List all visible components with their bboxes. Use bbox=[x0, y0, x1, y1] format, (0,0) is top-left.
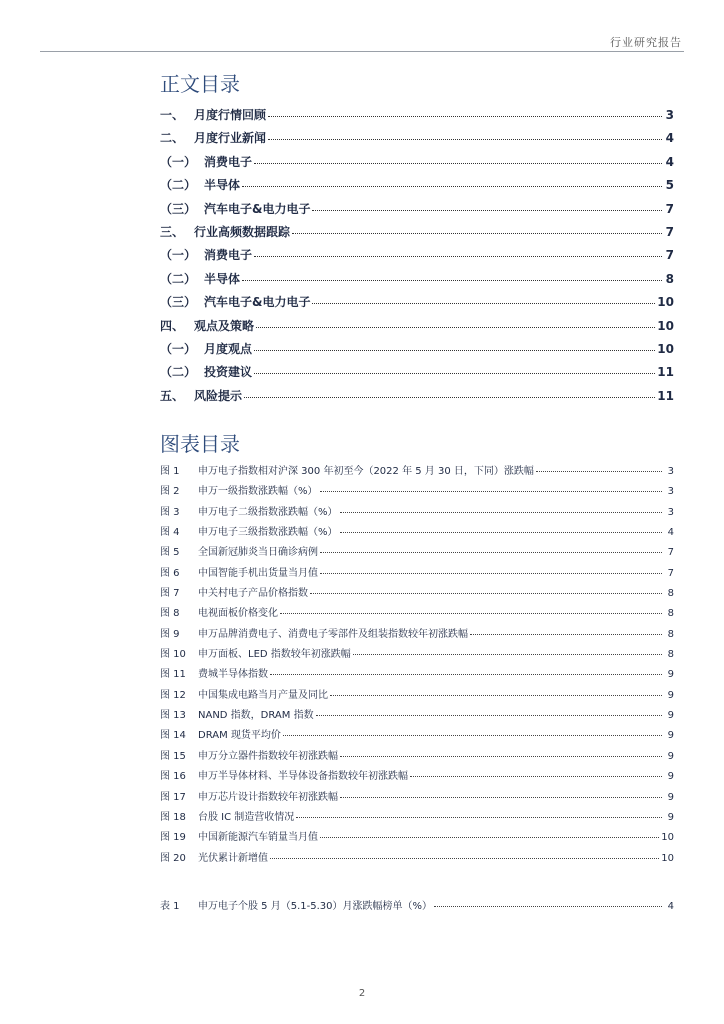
table-page: 4 bbox=[667, 901, 674, 912]
toc-entry[interactable] bbox=[160, 153, 674, 176]
toc-number: 一、 bbox=[160, 108, 185, 122]
figure-label: 电视面板价格变化 bbox=[198, 608, 278, 620]
figure-number: 图 7 bbox=[160, 588, 180, 600]
figure-entry[interactable] bbox=[160, 584, 674, 604]
dot-leader bbox=[254, 373, 655, 374]
figure-number: 图 19 bbox=[160, 832, 186, 844]
toc-entry[interactable] bbox=[160, 340, 674, 363]
toc-label: 观点及策略 bbox=[194, 318, 255, 333]
dot-leader bbox=[353, 654, 662, 655]
table-number: 表 1 bbox=[160, 901, 180, 912]
toc-label: 风险提示 bbox=[194, 388, 243, 403]
dot-leader bbox=[330, 695, 662, 696]
figure-number: 图 15 bbox=[160, 750, 186, 762]
toc-label: 月度行业新闻 bbox=[194, 131, 267, 146]
toc-number: 三、 bbox=[160, 224, 185, 239]
toc-page: 7 bbox=[665, 224, 674, 239]
figure-entry[interactable] bbox=[160, 523, 674, 543]
figure-label: 中国集成电路当月产量及同比 bbox=[198, 689, 328, 701]
figure-entry[interactable] bbox=[160, 706, 674, 726]
toc-label: 半导体 bbox=[204, 271, 241, 286]
toc-page: 3 bbox=[665, 108, 674, 122]
figure-entry[interactable] bbox=[160, 849, 674, 869]
figure-label: 中国新能源汽车销量当月值 bbox=[198, 832, 318, 844]
figure-page: 10 bbox=[661, 852, 674, 864]
toc-entry[interactable] bbox=[160, 106, 674, 129]
figure-number: 图 17 bbox=[160, 791, 186, 803]
toc-label: 月度行情回顾 bbox=[194, 108, 267, 122]
toc-number: （一） bbox=[160, 341, 197, 356]
figure-entry[interactable] bbox=[160, 808, 674, 828]
figure-entry[interactable] bbox=[160, 625, 674, 645]
toc-number: 四、 bbox=[160, 318, 185, 333]
report-type-header: 行业研究报告 bbox=[610, 36, 682, 49]
toc-list bbox=[160, 106, 674, 410]
figure-page: 9 bbox=[667, 730, 674, 742]
figure-number: 图 3 bbox=[160, 506, 180, 518]
figures-list bbox=[160, 462, 674, 869]
figure-label: 全国新冠肺炎当日确诊病例 bbox=[198, 547, 318, 559]
figure-entry[interactable] bbox=[160, 767, 674, 787]
figure-page: 8 bbox=[667, 628, 674, 640]
figure-number: 图 5 bbox=[160, 547, 180, 559]
toc-label: 消费电子 bbox=[204, 154, 253, 169]
toc-entry[interactable] bbox=[160, 293, 674, 316]
toc-number: 五、 bbox=[160, 388, 185, 403]
dot-leader bbox=[320, 491, 662, 492]
figure-page: 4 bbox=[667, 527, 674, 539]
dot-leader bbox=[242, 280, 662, 281]
dot-leader bbox=[340, 756, 662, 757]
toc-number: （一） bbox=[160, 154, 197, 169]
toc-entry[interactable] bbox=[160, 363, 674, 386]
figure-page: 9 bbox=[667, 771, 674, 783]
toc-number: （一） bbox=[160, 248, 197, 263]
dot-leader bbox=[283, 735, 662, 736]
figure-label: 申万分立器件指数较年初涨跌幅 bbox=[198, 750, 338, 762]
figure-page: 9 bbox=[667, 669, 674, 681]
dot-leader bbox=[244, 397, 655, 398]
header-divider bbox=[40, 51, 684, 52]
dot-leader bbox=[320, 837, 659, 838]
figure-page: 3 bbox=[667, 506, 674, 518]
dot-leader bbox=[268, 139, 662, 140]
dot-leader bbox=[340, 512, 662, 513]
toc-page: 10 bbox=[657, 318, 674, 333]
figure-number: 图 8 bbox=[160, 608, 180, 620]
toc-entry[interactable] bbox=[160, 200, 674, 223]
figure-label: 申万电子指数相对沪深 300 年初至今（2022 年 5 月 30 日，下同）涨跌幅 bbox=[198, 466, 534, 477]
figure-label: 光伏累计新增值 bbox=[198, 852, 268, 864]
figure-number: 图 12 bbox=[160, 689, 186, 701]
toc-label: 行业高频数据跟踪 bbox=[194, 224, 291, 239]
figure-page: 7 bbox=[667, 547, 674, 559]
dot-leader bbox=[268, 116, 662, 117]
figure-page: 3 bbox=[667, 486, 674, 498]
dot-leader bbox=[254, 256, 662, 257]
figure-number: 图 14 bbox=[160, 730, 186, 742]
figure-entry[interactable] bbox=[160, 564, 674, 584]
table-entry[interactable] bbox=[160, 897, 674, 917]
table-label: 申万电子个股 5 月（5.1-5.30）月涨跌幅榜单（%） bbox=[198, 901, 432, 912]
dot-leader bbox=[312, 303, 655, 304]
figure-page: 9 bbox=[667, 710, 674, 722]
dot-leader bbox=[312, 210, 662, 211]
figure-entry[interactable] bbox=[160, 503, 674, 523]
dot-leader bbox=[320, 573, 662, 574]
toc-entry[interactable] bbox=[160, 129, 674, 152]
figure-entry[interactable] bbox=[160, 788, 674, 808]
figure-number: 图 2 bbox=[160, 486, 180, 498]
figure-label: 申万电子三级指数涨跌幅（%） bbox=[198, 527, 338, 539]
figure-number: 图 13 bbox=[160, 710, 186, 722]
figure-label: 中关村电子产品价格指数 bbox=[198, 588, 308, 600]
toc-entry[interactable] bbox=[160, 223, 674, 246]
figure-number: 图 18 bbox=[160, 811, 186, 823]
dot-leader bbox=[340, 797, 662, 798]
dot-leader bbox=[536, 471, 662, 472]
figure-page: 9 bbox=[667, 750, 674, 762]
dot-leader bbox=[320, 552, 662, 553]
toc-page: 11 bbox=[657, 388, 674, 403]
figure-label: 申万电子二级指数涨跌幅（%） bbox=[198, 506, 338, 518]
figure-entry[interactable] bbox=[160, 543, 674, 563]
dot-leader bbox=[470, 634, 662, 635]
dot-leader bbox=[296, 817, 662, 818]
dot-leader bbox=[310, 593, 662, 594]
toc-page: 10 bbox=[657, 295, 674, 310]
figure-entry[interactable] bbox=[160, 462, 674, 482]
figure-label: 中国智能手机出货量当月值 bbox=[198, 567, 318, 579]
figure-entry[interactable] bbox=[160, 604, 674, 624]
figure-number: 图 1 bbox=[160, 466, 180, 477]
dot-leader bbox=[292, 233, 662, 234]
figure-number: 图 10 bbox=[160, 649, 186, 661]
page-number: 2 bbox=[358, 988, 366, 999]
toc-entry[interactable] bbox=[160, 317, 674, 340]
toc-entry[interactable] bbox=[160, 270, 674, 293]
toc-number: （三） bbox=[160, 295, 197, 310]
figure-label: 申万芯片设计指数较年初涨跌幅 bbox=[198, 791, 338, 803]
dot-leader bbox=[410, 776, 662, 777]
figure-label: 申万面板、LED 指数较年初涨跌幅 bbox=[198, 649, 351, 661]
dot-leader bbox=[254, 350, 655, 351]
figure-page: 8 bbox=[667, 588, 674, 600]
toc-label: 消费电子 bbox=[204, 248, 253, 263]
tables-list bbox=[160, 897, 674, 917]
dot-leader bbox=[280, 613, 662, 614]
toc-page: 4 bbox=[665, 154, 674, 169]
figure-entry[interactable] bbox=[160, 726, 674, 746]
toc-label: 半导体 bbox=[204, 178, 241, 193]
figure-label: 申万半导体材料、半导体设备指数较年初涨跌幅 bbox=[198, 771, 408, 783]
figure-page: 10 bbox=[661, 832, 674, 844]
toc-label: 汽车电子&电力电子 bbox=[204, 201, 311, 216]
figure-page: 3 bbox=[667, 466, 674, 477]
toc-number: （三） bbox=[160, 201, 197, 216]
figure-page: 9 bbox=[667, 689, 674, 701]
figures-title: 图表目录 bbox=[160, 432, 240, 456]
figure-label: 费城半导体指数 bbox=[198, 669, 268, 681]
figure-page: 8 bbox=[667, 608, 674, 620]
figure-label: 台股 IC 制造营收情况 bbox=[198, 811, 295, 823]
dot-leader bbox=[340, 532, 662, 533]
toc-page: 7 bbox=[665, 201, 674, 216]
figure-label: 申万品牌消费电子、消费电子零部件及组装指数较年初涨跌幅 bbox=[198, 628, 468, 640]
toc-label: 投资建议 bbox=[204, 365, 253, 380]
figure-entry[interactable] bbox=[160, 686, 674, 706]
figure-page: 8 bbox=[667, 649, 674, 661]
figure-entry[interactable] bbox=[160, 747, 674, 767]
figure-page: 7 bbox=[667, 567, 674, 579]
figure-label: NAND 指数，DRAM 指数 bbox=[198, 710, 314, 722]
figure-label: 申万一级指数涨跌幅（%） bbox=[198, 486, 318, 498]
toc-number: （二） bbox=[160, 365, 197, 380]
dot-leader bbox=[434, 906, 662, 907]
figure-entry[interactable] bbox=[160, 828, 674, 848]
toc-label: 月度观点 bbox=[204, 341, 253, 356]
figure-number: 图 6 bbox=[160, 567, 180, 579]
figure-number: 图 4 bbox=[160, 527, 180, 539]
toc-entry[interactable] bbox=[160, 246, 674, 269]
toc-number: （二） bbox=[160, 271, 197, 286]
toc-page: 7 bbox=[665, 248, 674, 263]
figure-page: 9 bbox=[667, 791, 674, 803]
figure-number: 图 20 bbox=[160, 852, 186, 864]
figure-entry[interactable] bbox=[160, 665, 674, 685]
toc-entry[interactable] bbox=[160, 176, 674, 199]
toc-title: 正文目录 bbox=[160, 72, 240, 96]
figure-number: 图 9 bbox=[160, 628, 180, 640]
figure-page: 9 bbox=[667, 811, 674, 823]
dot-leader bbox=[254, 163, 662, 164]
figure-entry[interactable] bbox=[160, 482, 674, 502]
figure-label: DRAM 现货平均价 bbox=[198, 730, 281, 742]
toc-number: （二） bbox=[160, 178, 197, 193]
figure-number: 图 16 bbox=[160, 771, 186, 783]
toc-page: 8 bbox=[665, 271, 674, 286]
toc-label: 汽车电子&电力电子 bbox=[204, 295, 311, 310]
toc-page: 10 bbox=[657, 341, 674, 356]
toc-number: 二、 bbox=[160, 131, 185, 146]
toc-page: 4 bbox=[665, 131, 674, 146]
dot-leader bbox=[242, 186, 662, 187]
dot-leader bbox=[270, 674, 662, 675]
toc-page: 5 bbox=[665, 178, 674, 193]
figure-entry[interactable] bbox=[160, 645, 674, 665]
dot-leader bbox=[256, 327, 655, 328]
toc-page: 11 bbox=[657, 365, 674, 380]
figure-number: 图 11 bbox=[160, 669, 186, 681]
toc-entry[interactable] bbox=[160, 387, 674, 410]
dot-leader bbox=[316, 715, 662, 716]
dot-leader bbox=[270, 858, 659, 859]
